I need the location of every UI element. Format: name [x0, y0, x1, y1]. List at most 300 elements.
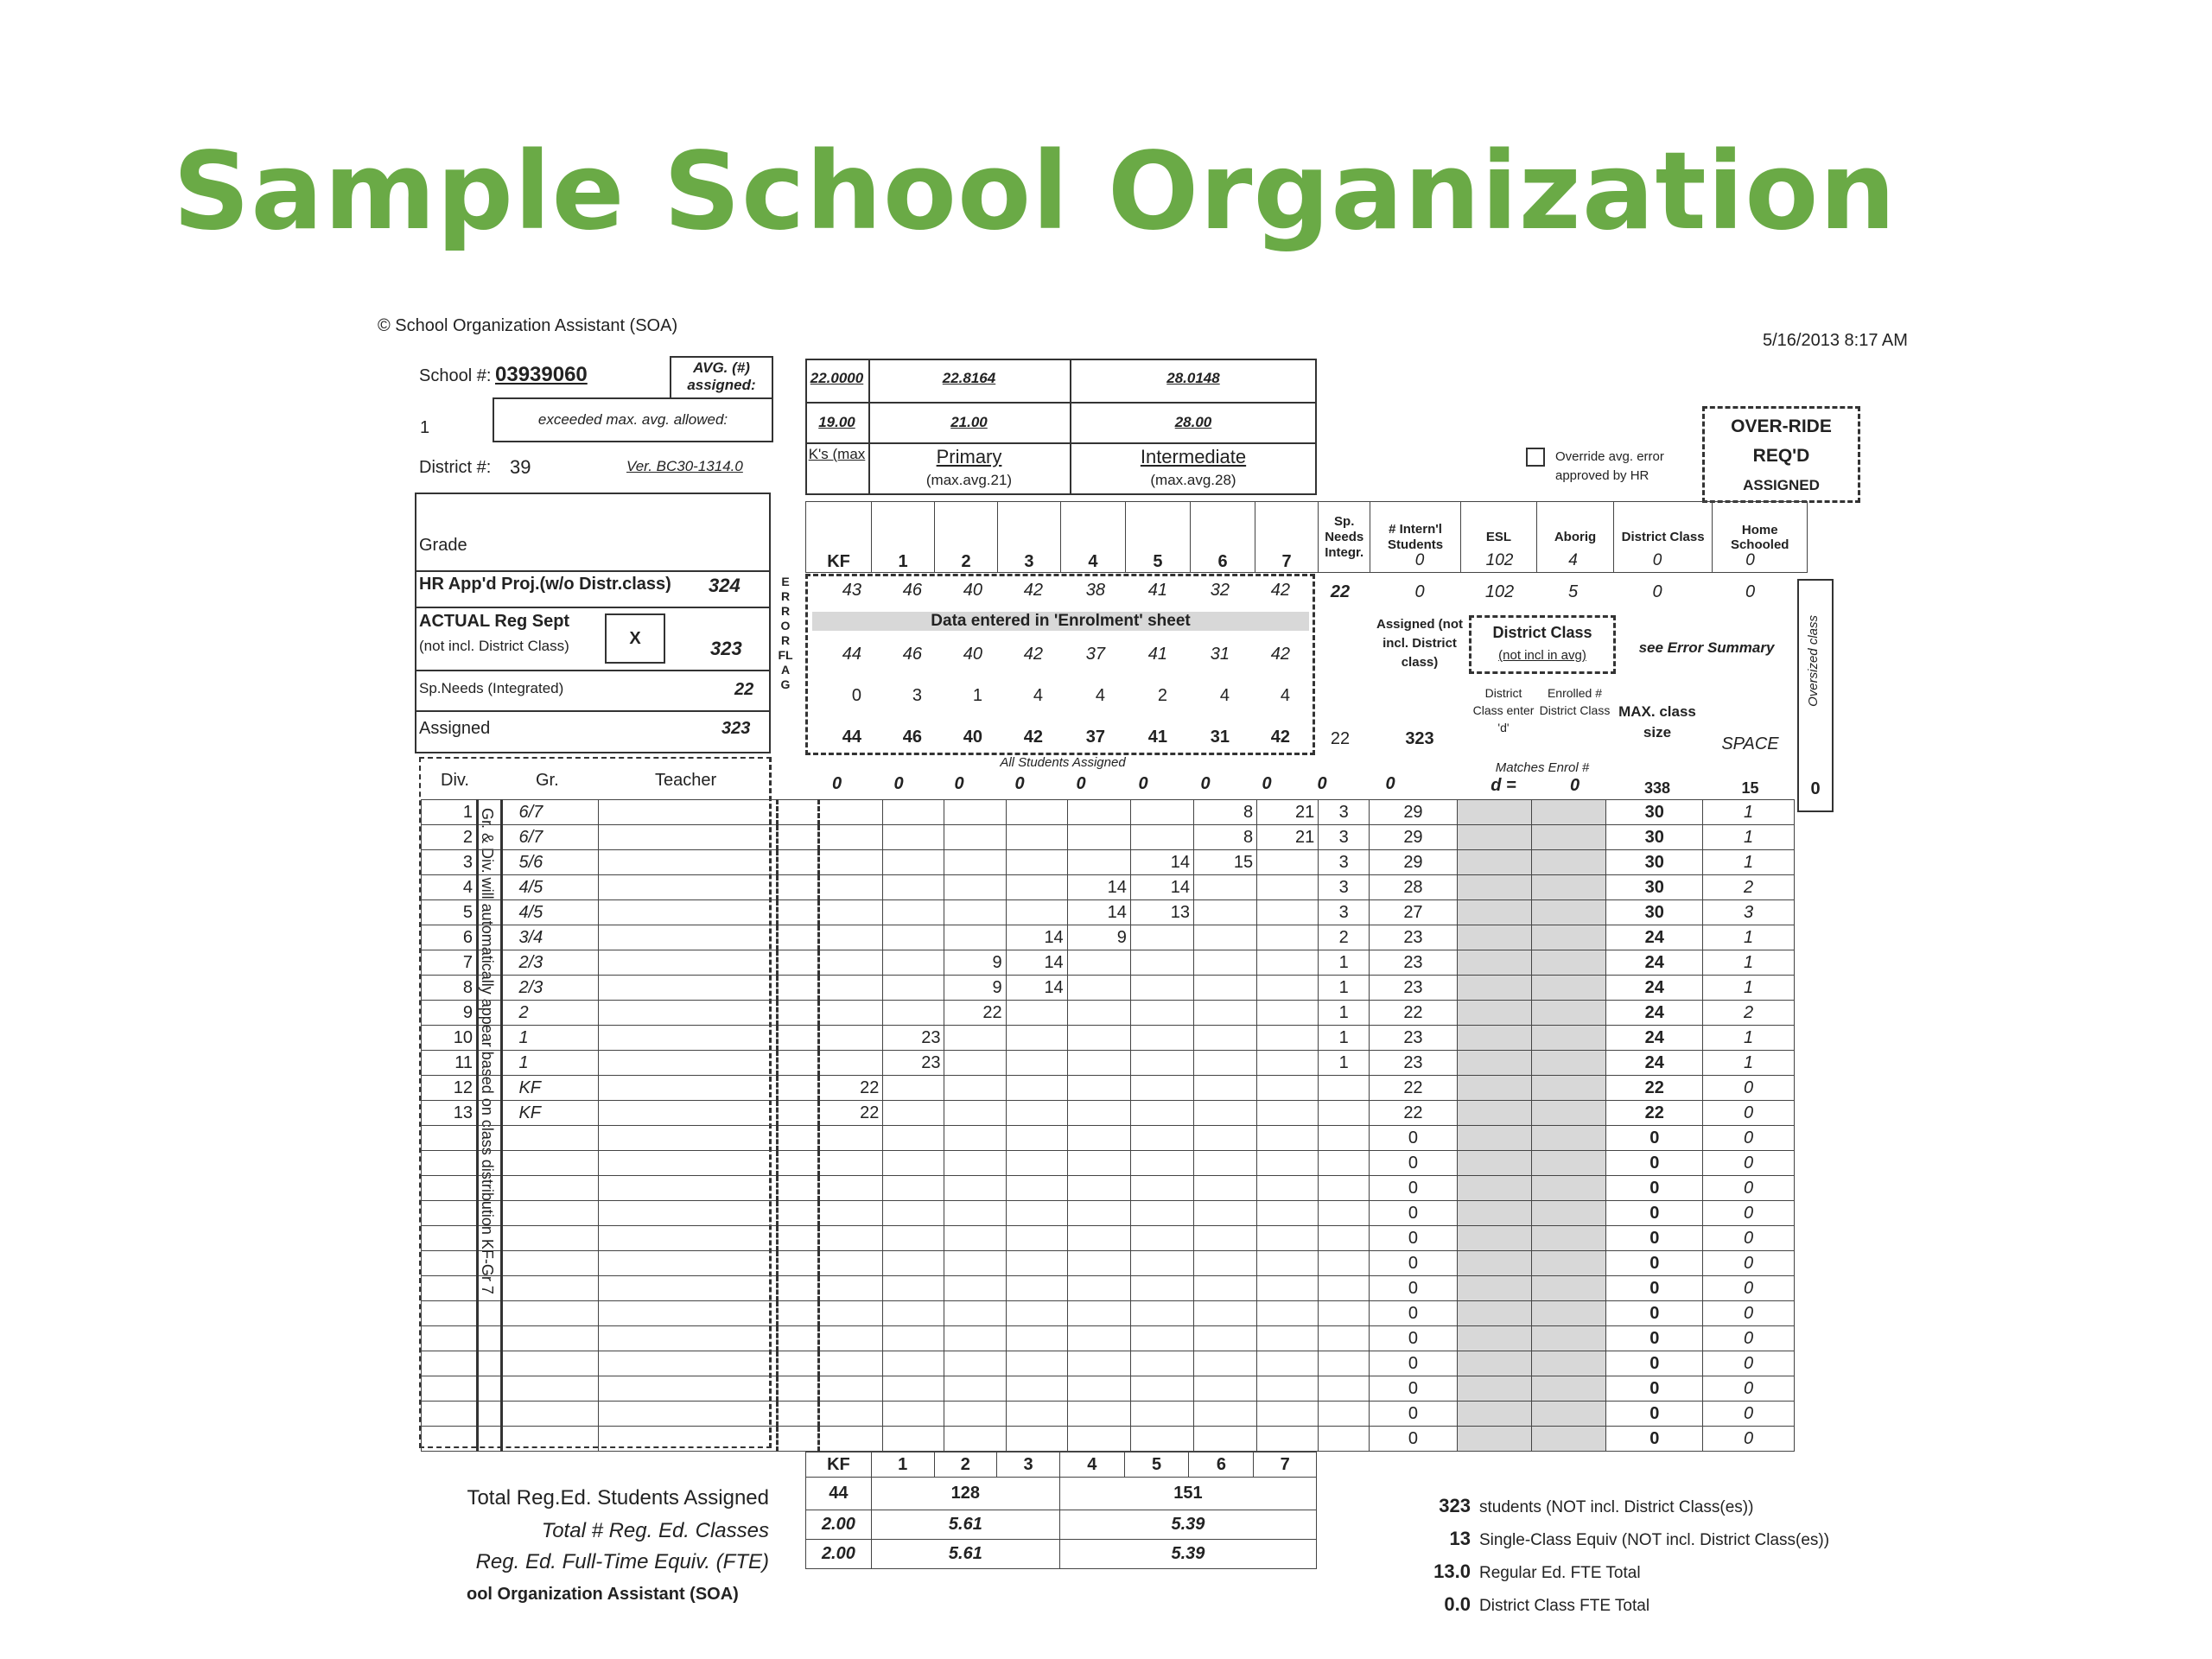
district-class-sub: (not incl in avg) — [1498, 648, 1586, 663]
grade-count-kf — [819, 1351, 883, 1376]
note-strip — [478, 850, 502, 875]
table-row — [422, 1201, 1795, 1226]
max-kf: 19.00 — [818, 414, 855, 430]
grade-count-g4 — [1067, 1351, 1130, 1376]
space-cell: 0 — [1703, 1226, 1795, 1251]
grade-count-g7 — [1257, 976, 1319, 1001]
assigned-val-7: 42 — [1270, 728, 1290, 747]
spneeds-val-3: 4 — [1033, 686, 1043, 705]
teacher-cell — [599, 1001, 778, 1026]
zero-cell-0: 0 — [831, 774, 842, 793]
footer-grade-5: 5 — [1124, 1452, 1189, 1478]
hr-val-4: 38 — [1085, 581, 1105, 600]
grade-count-g5 — [1130, 1251, 1193, 1276]
flag-cell — [778, 875, 819, 900]
sp-cell — [1319, 1151, 1370, 1176]
teacher-cell — [599, 850, 778, 875]
teacher-cell — [599, 800, 778, 825]
grade-count-g3 — [1006, 1176, 1067, 1201]
grade-count-g4 — [1067, 1226, 1130, 1251]
grade-count-g5 — [1130, 1276, 1193, 1301]
grade-count-g1 — [883, 1076, 944, 1101]
total-cell: 23 — [1370, 950, 1458, 976]
grade-count-g6 — [1193, 950, 1256, 976]
total-cell: 0 — [1370, 1226, 1458, 1251]
grade-count-g7 — [1257, 1351, 1319, 1376]
div-number — [422, 1427, 478, 1452]
zero-cell-6: 0 — [1200, 774, 1211, 793]
grade-count-g6 — [1193, 875, 1256, 900]
note-strip — [478, 1176, 502, 1201]
max-cell: 0 — [1606, 1201, 1703, 1226]
dc-cell-1 — [1457, 1376, 1531, 1402]
head-aborig: Aborig — [1537, 502, 1614, 573]
grade-count-g3 — [1006, 1101, 1067, 1126]
note-strip — [478, 925, 502, 950]
grade-count-g5 — [1130, 1427, 1193, 1452]
space-head: SPACE — [1721, 734, 1779, 753]
all-assigned: All Students Assigned — [1000, 755, 1126, 770]
teacher-cell — [599, 950, 778, 976]
grade-count-g5 — [1130, 1076, 1193, 1101]
override-box — [1702, 406, 1860, 503]
sp-cell: 1 — [1319, 1026, 1370, 1051]
note-strip — [478, 1001, 502, 1026]
primary-label: Primary — [936, 446, 1002, 467]
grade-count-g5 — [1130, 976, 1193, 1001]
dc-cell-2 — [1532, 1376, 1606, 1402]
max-primary: 21.00 — [950, 414, 988, 430]
stat-number: 0.0 — [1444, 1593, 1471, 1615]
flag-cell — [778, 1201, 819, 1226]
flag-cell — [778, 1126, 819, 1151]
grade-count-g2 — [944, 1026, 1006, 1051]
actual-val-6: 31 — [1210, 645, 1230, 664]
dc-cell-1 — [1457, 1126, 1531, 1151]
grade-count-kf — [819, 1376, 883, 1402]
dc-cell-2 — [1532, 1076, 1606, 1101]
note-strip — [478, 1201, 502, 1226]
teacher-cell — [599, 1051, 778, 1076]
grade-count-g4 — [1067, 1326, 1130, 1351]
table-row — [422, 1176, 1795, 1201]
dc-cell-1 — [1457, 1101, 1531, 1126]
dc-cell-1 — [1457, 976, 1531, 1001]
hr-val-3: 42 — [1023, 581, 1043, 600]
sp-cell — [1319, 1251, 1370, 1276]
dc-cell-1 — [1457, 1301, 1531, 1326]
flag-cell — [778, 1101, 819, 1126]
table-row — [422, 1026, 1795, 1051]
div-number: 11 — [422, 1051, 478, 1076]
stat-number: 323 — [1439, 1495, 1471, 1516]
total-cell: 0 — [1370, 1376, 1458, 1402]
grade-cell: 2/3 — [502, 976, 599, 1001]
grade-count-g3 — [1006, 1276, 1067, 1301]
dc-cell-1 — [1457, 825, 1531, 850]
hr-val-1: 46 — [902, 581, 922, 600]
stat-text: District Class FTE Total — [1479, 1597, 1650, 1615]
grade-count-g7 — [1257, 1001, 1319, 1026]
teacher-cell — [599, 1226, 778, 1251]
see-error-summary[interactable]: see Error Summary — [1638, 639, 1775, 656]
dc-cell-2 — [1532, 976, 1606, 1001]
grade-count-g2 — [944, 925, 1006, 950]
max-cell: 24 — [1606, 1051, 1703, 1076]
dc-cell-2 — [1532, 925, 1606, 950]
grade-count-g1: 23 — [883, 1051, 944, 1076]
grade-count-g1 — [883, 1101, 944, 1126]
grade-count-g4: 14 — [1067, 900, 1130, 925]
table-row — [422, 1376, 1795, 1402]
max-cell: 0 — [1606, 1351, 1703, 1376]
assigned-val-5: 41 — [1147, 728, 1167, 747]
matches-enrol: Matches Enrol # — [1495, 760, 1590, 775]
max-cell: 30 — [1606, 850, 1703, 875]
zero-cell-9: 0 — [1385, 774, 1395, 793]
space-cell: 1 — [1703, 950, 1795, 976]
dc-cell-1 — [1457, 950, 1531, 976]
total-cell: 22 — [1370, 1001, 1458, 1026]
space-cell: 0 — [1703, 1326, 1795, 1351]
grade-count-kf — [819, 925, 883, 950]
grade-count-kf — [819, 1276, 883, 1301]
grade-count-g6 — [1193, 1427, 1256, 1452]
max-cell: 0 — [1606, 1151, 1703, 1176]
grade-count-g7 — [1257, 1301, 1319, 1326]
grade-cell — [502, 1402, 599, 1427]
intl-top-val: 0 — [1414, 551, 1425, 569]
grade-cell — [502, 1251, 599, 1276]
max-total: 338 — [1643, 779, 1671, 797]
actual-val-2: 40 — [963, 645, 982, 664]
flag-cell — [778, 1351, 819, 1376]
hr-intl: 0 — [1414, 582, 1425, 601]
one-label: 1 — [420, 418, 430, 437]
grade-count-g6 — [1193, 1351, 1256, 1376]
grade-count-g1 — [883, 1176, 944, 1201]
zero-cell-7: 0 — [1262, 774, 1272, 793]
grade-cell: 2 — [502, 1001, 599, 1026]
oversized-total: 0 — [1810, 779, 1821, 798]
teacher-cell — [599, 1376, 778, 1402]
dc-cell-1 — [1457, 925, 1531, 950]
grade-count-g2 — [944, 1351, 1006, 1376]
flag-cell — [778, 850, 819, 875]
space-cell: 1 — [1703, 1026, 1795, 1051]
grade-count-g1 — [883, 1251, 944, 1276]
grade-count-g2 — [944, 825, 1006, 850]
grade-count-kf — [819, 1201, 883, 1226]
grade-count-g5 — [1130, 1176, 1193, 1201]
grade-count-g1 — [883, 1151, 944, 1176]
footer-table — [805, 1452, 1317, 1569]
grade-count-g3 — [1006, 1001, 1067, 1026]
grade-count-g1 — [883, 1402, 944, 1427]
grade-count-g5 — [1130, 1301, 1193, 1326]
actual-val-5: 41 — [1147, 645, 1167, 664]
head-esl: ESL — [1460, 502, 1537, 573]
div-number: 12 — [422, 1076, 478, 1101]
slide-title: Sample School Organization — [173, 130, 1897, 254]
dc-cell-2 — [1532, 875, 1606, 900]
sp-cell: 1 — [1319, 976, 1370, 1001]
flag-cell — [778, 1226, 819, 1251]
space-cell: 0 — [1703, 1376, 1795, 1402]
flag-cell — [778, 1026, 819, 1051]
dc-cell-2 — [1532, 1001, 1606, 1026]
version-label: Ver. BC30-1314.0 — [626, 458, 743, 474]
max-cell: 22 — [1606, 1101, 1703, 1126]
sp-cell: 3 — [1319, 875, 1370, 900]
grade-cell: 1 — [502, 1051, 599, 1076]
footer-classes-kf: 2.00 — [806, 1510, 872, 1540]
div-number: 4 — [422, 875, 478, 900]
grade-count-g7 — [1257, 1076, 1319, 1101]
teacher-head: Teacher — [655, 771, 717, 790]
table-row — [422, 800, 1795, 825]
teacher-cell — [599, 1427, 778, 1452]
grade-count-g5 — [1130, 1101, 1193, 1126]
sp-cell — [1319, 1301, 1370, 1326]
spneeds-val-7: 4 — [1280, 686, 1290, 705]
grade-count-g2 — [944, 1101, 1006, 1126]
grade-count-g7 — [1257, 1026, 1319, 1051]
override-checkbox[interactable] — [1526, 448, 1545, 467]
grade-count-kf — [819, 825, 883, 850]
grade-count-g4 — [1067, 1201, 1130, 1226]
spneeds-val-0: 0 — [851, 686, 861, 705]
grade-count-g5 — [1130, 1051, 1193, 1076]
spneeds-val-4: 4 — [1095, 686, 1105, 705]
oversized-label: Oversized class — [1806, 615, 1821, 707]
sp-cell: 3 — [1319, 900, 1370, 925]
total-cell: 29 — [1370, 800, 1458, 825]
space-cell: 0 — [1703, 1427, 1795, 1452]
max-cell: 22 — [1606, 1076, 1703, 1101]
grade-count-g5 — [1130, 925, 1193, 950]
grade-count-g2: 9 — [944, 976, 1006, 1001]
teacher-cell — [599, 1351, 778, 1376]
dc-cell-2 — [1532, 1051, 1606, 1076]
grade-count-g5: 14 — [1130, 850, 1193, 875]
max-cell: 0 — [1606, 1301, 1703, 1326]
ks-label: K's (max — [808, 446, 866, 462]
stat-row — [1417, 1560, 1641, 1583]
total-cell: 0 — [1370, 1301, 1458, 1326]
dc-cell-1 — [1457, 1276, 1531, 1301]
teacher-cell — [599, 900, 778, 925]
grade-count-g1 — [883, 875, 944, 900]
footer-assigned-intermediate: 151 — [1059, 1478, 1316, 1510]
copyright: © School Organization Assistant (SOA) — [378, 316, 678, 335]
sp-cell — [1319, 1101, 1370, 1126]
zero-cell-5: 0 — [1138, 774, 1148, 793]
actual-val-1: 46 — [902, 645, 922, 664]
grade-count-g2 — [944, 800, 1006, 825]
grade-count-g3: 14 — [1006, 925, 1067, 950]
note-strip — [478, 1051, 502, 1076]
grade-count-g4 — [1067, 800, 1130, 825]
dc-cell-2 — [1532, 1427, 1606, 1452]
max-cell: 0 — [1606, 1276, 1703, 1301]
grade-count-g4 — [1067, 950, 1130, 976]
table-row — [422, 900, 1795, 925]
table-row — [422, 925, 1795, 950]
grade-count-g6 — [1193, 1376, 1256, 1402]
actual-val-3: 42 — [1023, 645, 1043, 664]
grade-head-6: 6 — [1191, 502, 1255, 573]
dc-cell-1 — [1457, 1051, 1531, 1076]
grade-count-g1 — [883, 976, 944, 1001]
grade-count-kf — [819, 976, 883, 1001]
hr-aborig: 5 — [1567, 582, 1579, 601]
space-cell: 0 — [1703, 1351, 1795, 1376]
dc-cell-1 — [1457, 1176, 1531, 1201]
grade-count-g1 — [883, 1001, 944, 1026]
note-strip — [478, 950, 502, 976]
note-strip — [478, 900, 502, 925]
district-top-val: 0 — [1652, 551, 1662, 569]
grade-count-kf — [819, 1402, 883, 1427]
grade-count-g6 — [1193, 1326, 1256, 1351]
footer-grade-4: 4 — [1059, 1452, 1124, 1478]
zero-cell-1: 0 — [893, 774, 904, 793]
grade-head-1: 1 — [872, 502, 935, 573]
spneeds-val-1: 3 — [912, 686, 922, 705]
stat-number: 13.0 — [1433, 1560, 1471, 1582]
dc-cell-1 — [1457, 1076, 1531, 1101]
intermediate-sub: (max.avg.28) — [1150, 472, 1236, 488]
max-cell: 24 — [1606, 950, 1703, 976]
sp-cell: 3 — [1319, 800, 1370, 825]
grade-count-g5 — [1130, 1126, 1193, 1151]
home-top-val: 0 — [1745, 551, 1755, 569]
footer-grade-3: 3 — [997, 1452, 1060, 1478]
max-cell: 0 — [1606, 1402, 1703, 1427]
grade-cell: 4/5 — [502, 875, 599, 900]
grade-count-kf — [819, 850, 883, 875]
grade-count-g7 — [1257, 1427, 1319, 1452]
table-row — [422, 850, 1795, 875]
dc-cell-1 — [1457, 1226, 1531, 1251]
grade-count-g2 — [944, 1051, 1006, 1076]
grade-count-g1 — [883, 1301, 944, 1326]
max-cell: 0 — [1606, 1326, 1703, 1351]
grade-count-g7 — [1257, 925, 1319, 950]
flag-cell — [778, 1427, 819, 1452]
grade-count-g4 — [1067, 1176, 1130, 1201]
grade-count-g1 — [883, 1201, 944, 1226]
grade-count-g4 — [1067, 976, 1130, 1001]
dc-cell-2 — [1532, 800, 1606, 825]
grade-count-g5 — [1130, 1351, 1193, 1376]
grade-count-g3: 14 — [1006, 950, 1067, 976]
spneeds-label: Sp.Needs (Integrated) — [419, 680, 564, 696]
max-cell: 0 — [1606, 1226, 1703, 1251]
teacher-cell — [599, 976, 778, 1001]
total-cell: 23 — [1370, 925, 1458, 950]
grade-head-5: 5 — [1125, 502, 1190, 573]
gr-head: Gr. — [536, 771, 559, 790]
teacher-cell — [599, 1251, 778, 1276]
grade-count-kf — [819, 900, 883, 925]
grade-count-kf — [819, 1176, 883, 1201]
grade-cell — [502, 1326, 599, 1351]
grade-count-kf — [819, 1001, 883, 1026]
grade-count-g5 — [1130, 1201, 1193, 1226]
space-cell: 0 — [1703, 1076, 1795, 1101]
sp-cell: 1 — [1319, 1001, 1370, 1026]
avg-kf: 22.0000 — [810, 370, 864, 386]
grade-count-g3: 14 — [1006, 976, 1067, 1001]
table-row — [422, 1101, 1795, 1126]
dc-cell-1 — [1457, 1201, 1531, 1226]
grade-count-g4 — [1067, 1376, 1130, 1402]
table-row — [422, 875, 1795, 900]
sp-cell — [1319, 1126, 1370, 1151]
grade-count-g1 — [883, 1326, 944, 1351]
grade-count-kf — [819, 1251, 883, 1276]
grade-count-kf — [819, 950, 883, 976]
grade-count-g4 — [1067, 1001, 1130, 1026]
grade-count-g2 — [944, 1176, 1006, 1201]
space-cell: 0 — [1703, 1251, 1795, 1276]
note-strip — [478, 1351, 502, 1376]
grade-count-g7 — [1257, 1402, 1319, 1427]
dc-cell-2 — [1532, 900, 1606, 925]
space-total: 15 — [1741, 779, 1759, 797]
total-cell: 29 — [1370, 850, 1458, 875]
total-assigned-label: Total Reg.Ed. Students Assigned — [467, 1486, 769, 1510]
sp-cell — [1319, 1351, 1370, 1376]
max-cell: 0 — [1606, 1251, 1703, 1276]
grade-count-g2 — [944, 1201, 1006, 1226]
dc-cell-2 — [1532, 1126, 1606, 1151]
hr-home: 0 — [1745, 582, 1756, 601]
footer-classes-primary: 5.61 — [871, 1510, 1059, 1540]
total-cell: 22 — [1370, 1101, 1458, 1126]
grade-count-g6 — [1193, 1151, 1256, 1176]
footer-fte-intermediate: 5.39 — [1059, 1540, 1316, 1569]
grade-cell: 5/6 — [502, 850, 599, 875]
div-number — [422, 1301, 478, 1326]
teacher-cell — [599, 1201, 778, 1226]
grade-count-g5: 14 — [1130, 875, 1193, 900]
actual-x[interactable]: X — [605, 613, 665, 664]
note-strip — [478, 1101, 502, 1126]
dc-cell-1 — [1457, 1026, 1531, 1051]
grade-count-g7 — [1257, 1051, 1319, 1076]
flag-cell — [778, 925, 819, 950]
grade-cell: 2/3 — [502, 950, 599, 976]
grade-count-g3 — [1006, 1226, 1067, 1251]
space-cell: 0 — [1703, 1126, 1795, 1151]
stat-text: Regular Ed. FTE Total — [1479, 1564, 1641, 1582]
dc-cell-2 — [1532, 1151, 1606, 1176]
div-number: 6 — [422, 925, 478, 950]
note-strip — [478, 875, 502, 900]
teacher-cell — [599, 1076, 778, 1101]
sp-cell — [1319, 1427, 1370, 1452]
avg-intermediate: 28.0148 — [1166, 370, 1220, 386]
grade-count-g6 — [1193, 976, 1256, 1001]
table-row — [422, 1427, 1795, 1452]
note-strip — [478, 800, 502, 825]
space-cell: 1 — [1703, 850, 1795, 875]
dc-cell-2 — [1532, 950, 1606, 976]
sp-cell — [1319, 1176, 1370, 1201]
